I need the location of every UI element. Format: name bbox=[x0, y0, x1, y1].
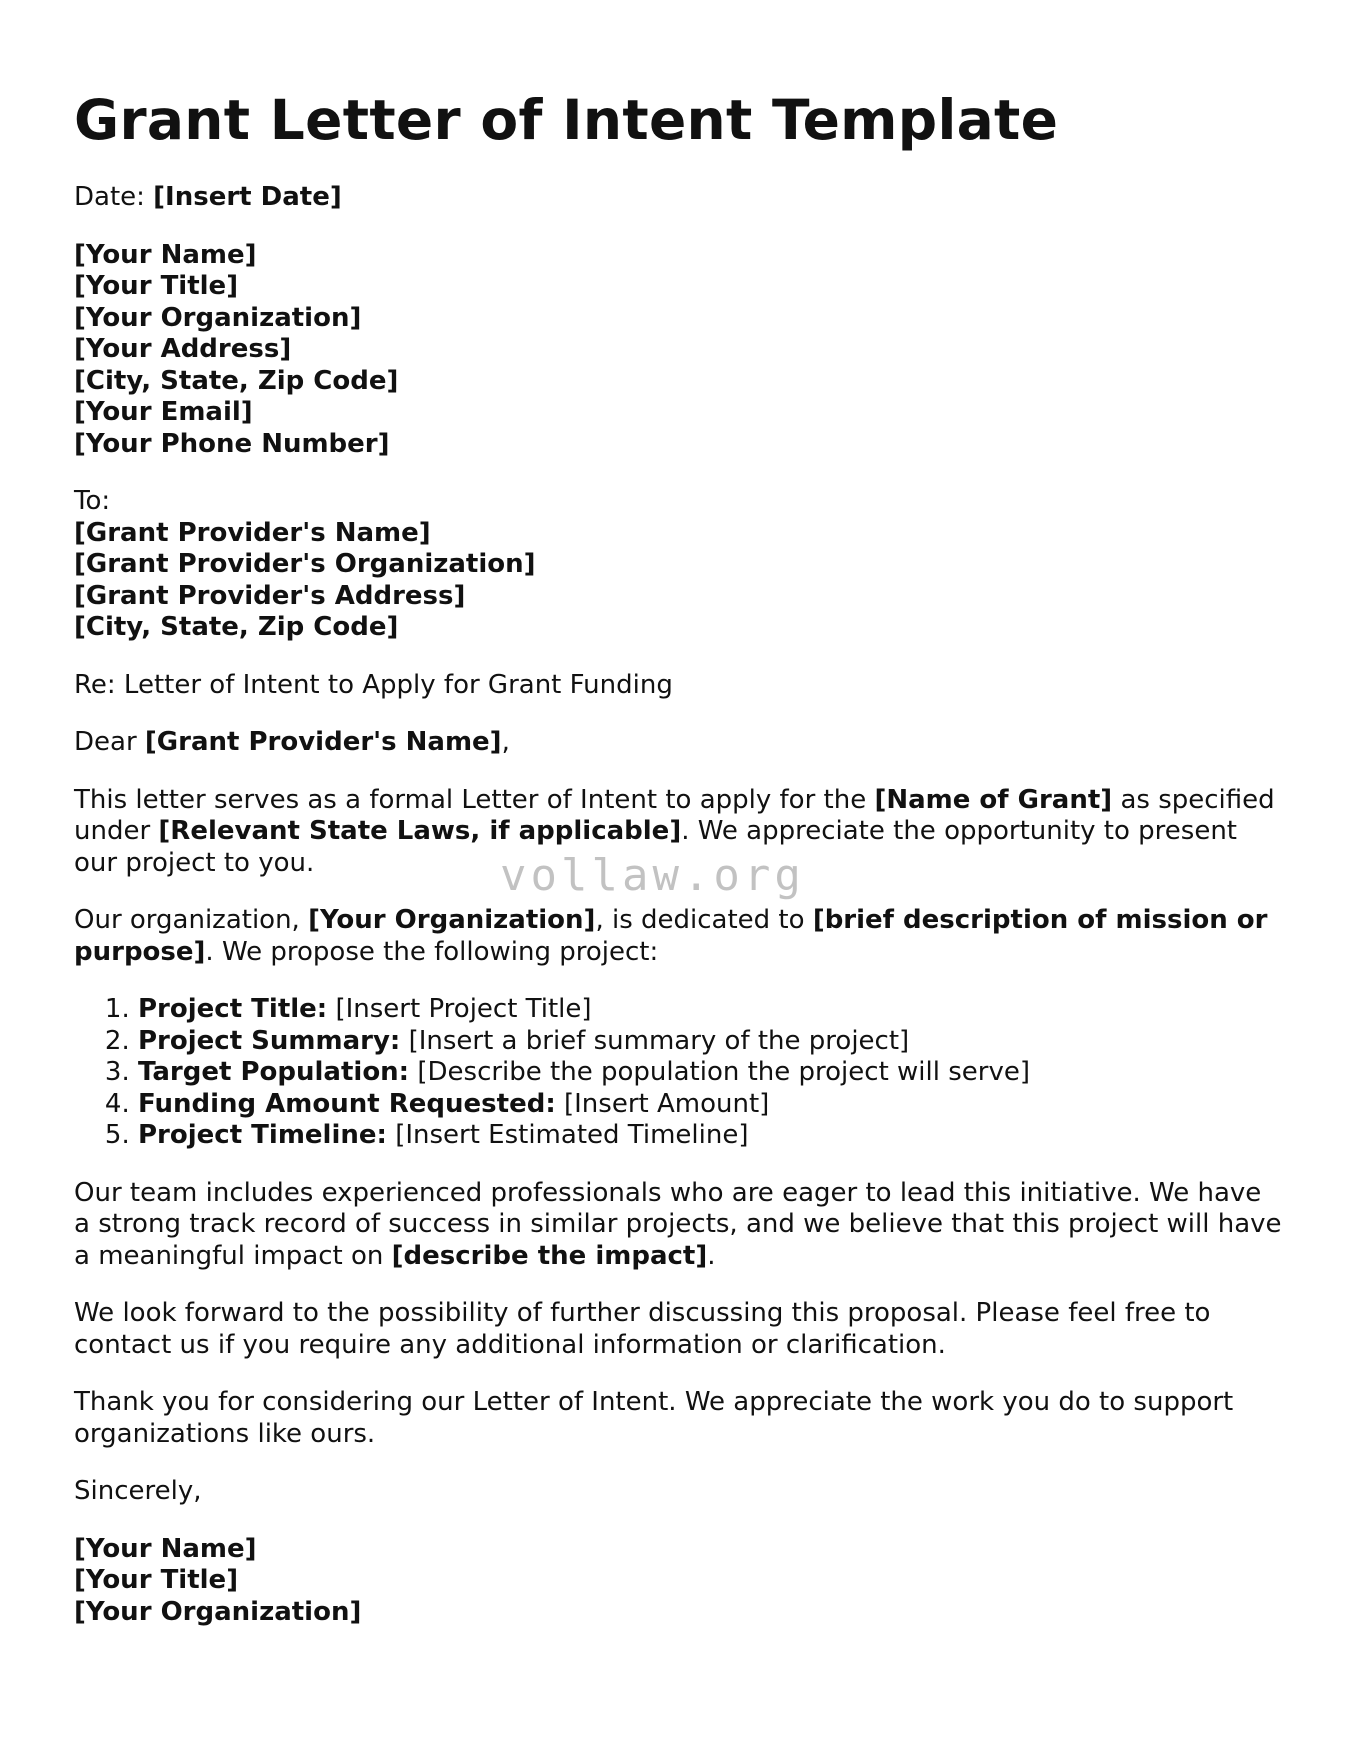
item-value: [Insert Project Title] bbox=[335, 994, 592, 1024]
list-item bbox=[138, 1057, 1284, 1089]
sender-city: [City, State, Zip Code] bbox=[74, 365, 399, 396]
item-label: Project Timeline: bbox=[138, 1120, 387, 1150]
salutation-suffix: , bbox=[501, 727, 510, 757]
item-label: Project Summary: bbox=[138, 1025, 401, 1056]
closing: Sincerely, bbox=[74, 1476, 202, 1506]
project-list bbox=[74, 994, 1284, 1152]
item-value: [Insert Amount] bbox=[563, 1088, 770, 1119]
impact-placeholder: [describe the impact] bbox=[391, 1240, 708, 1271]
list-item bbox=[138, 1089, 1284, 1121]
text: Our team includes experienced professionals who are eager to lead this initiative. We have a strong track record of success in similar projects, and we believe that this project will have a meaningful impact on bbox=[74, 1177, 1282, 1271]
sender-address: [Your Address] bbox=[74, 334, 292, 364]
text: as specified under bbox=[74, 784, 1275, 846]
re-line: Re: Letter of Intent to Apply for Grant Funding bbox=[74, 669, 673, 700]
salutation-name: [Grant Provider's Name] bbox=[144, 727, 502, 757]
signature-name: [Your Name] bbox=[74, 1533, 257, 1564]
paragraph-intent bbox=[74, 785, 1284, 880]
sender-email: [Your Email] bbox=[74, 397, 253, 427]
recipient-line bbox=[74, 486, 1284, 549]
sender-title: [Your Title] bbox=[74, 271, 239, 301]
recipient-organization: [Grant Provider's Organization] bbox=[74, 549, 536, 579]
text: This letter serves as a formal Letter of Intent to apply for the bbox=[74, 784, 867, 815]
item-value: [Insert a brief summary of the project] bbox=[408, 1025, 910, 1056]
state-laws-placeholder: [Relevant State Laws, if applicable] bbox=[158, 816, 682, 846]
paragraph-thanks: Thank you for considering our Letter of Intent. We appreciate the work you do to support organizations like ours. bbox=[74, 1387, 1234, 1449]
date-value: [Insert Date] bbox=[153, 182, 342, 212]
text: , is dedicated to bbox=[595, 905, 805, 935]
salutation-prefix: Dear bbox=[74, 727, 137, 757]
text: Our organization, bbox=[74, 905, 300, 935]
page-title: Grant Letter of Intent Template bbox=[74, 88, 1059, 152]
date-line bbox=[74, 182, 1284, 214]
sender-organization: [Your Organization] bbox=[74, 302, 362, 333]
list-item bbox=[138, 994, 1284, 1026]
signature-title: [Your Title] bbox=[74, 1565, 239, 1595]
document-page bbox=[74, 88, 1284, 1654]
text: . We propose the following project: bbox=[205, 936, 659, 967]
recipient-city: [City, State, Zip Code] bbox=[74, 612, 399, 642]
paragraph-organization bbox=[74, 905, 1284, 968]
list-item bbox=[138, 1026, 1284, 1058]
signature-organization: [Your Organization] bbox=[74, 1596, 362, 1627]
text: . We appreciate the opportunity to present our project to you. bbox=[74, 816, 1238, 878]
recipient-block bbox=[74, 486, 1284, 644]
sender-block bbox=[74, 240, 1284, 461]
grant-name-placeholder: [Name of Grant] bbox=[874, 784, 1113, 815]
item-value: [Describe the population the project will serve] bbox=[417, 1057, 1030, 1087]
date-label: Date: bbox=[74, 182, 145, 212]
signature-block bbox=[74, 1534, 1284, 1629]
sender-phone: [Your Phone Number] bbox=[74, 428, 390, 459]
recipient-name: [Grant Provider's Name] bbox=[74, 517, 431, 548]
recipient-address: [Grant Provider's Address] bbox=[74, 580, 466, 611]
watermark: vollaw.org bbox=[500, 850, 805, 901]
list-item bbox=[138, 1120, 1284, 1152]
mission-placeholder: [brief description of mission or purpose] bbox=[74, 905, 1268, 967]
organization-placeholder: [Your Organization] bbox=[308, 905, 596, 935]
recipient-label: To: bbox=[74, 486, 111, 516]
item-label: Target Population: bbox=[138, 1057, 410, 1087]
salutation bbox=[74, 727, 1284, 759]
text: . bbox=[707, 1240, 716, 1271]
paragraph-followup: We look forward to the possibility of further discussing this proposal. Please feel free to contact us if you require any additional information or clarification. bbox=[74, 1298, 1211, 1360]
paragraph-team bbox=[74, 1178, 1284, 1273]
sender-name: [Your Name] bbox=[74, 239, 257, 270]
item-label: Project Title: bbox=[138, 994, 328, 1024]
item-value: [Insert Estimated Timeline] bbox=[395, 1120, 749, 1150]
item-label: Funding Amount Requested: bbox=[138, 1088, 556, 1119]
